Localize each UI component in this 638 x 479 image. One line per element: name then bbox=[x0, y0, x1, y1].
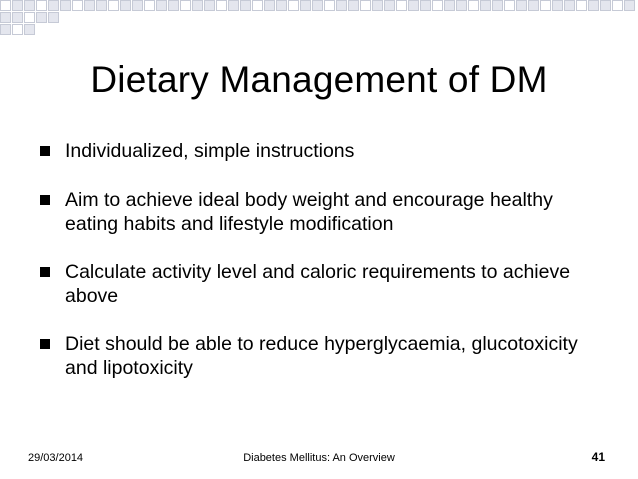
grid-square bbox=[229, 1, 239, 11]
bullet-text: Aim to achieve ideal body weight and encourage healthy eating habits and lifestyle modification bbox=[65, 189, 553, 235]
grid-square bbox=[205, 1, 215, 11]
grid-square bbox=[457, 1, 467, 11]
grid-square bbox=[373, 1, 383, 11]
grid-square bbox=[397, 1, 407, 11]
bullet-item bbox=[38, 139, 608, 163]
grid-cells bbox=[1, 1, 635, 35]
grid-square bbox=[121, 1, 131, 11]
grid-square bbox=[25, 1, 35, 11]
grid-square bbox=[1, 25, 11, 35]
grid-square bbox=[601, 1, 611, 11]
bullet-text: Individualized, simple instructions bbox=[65, 140, 355, 162]
grid-square bbox=[541, 1, 551, 11]
grid-square bbox=[553, 1, 563, 11]
bullet-item bbox=[38, 188, 608, 236]
square-bullet-icon bbox=[40, 146, 50, 156]
grid-square bbox=[349, 1, 359, 11]
grid-square bbox=[325, 1, 335, 11]
slide-title: Dietary Management of DM bbox=[90, 59, 548, 100]
square-bullet-icon bbox=[40, 195, 50, 205]
grid-square bbox=[169, 1, 179, 11]
grid-square bbox=[493, 1, 503, 11]
bullet-item bbox=[38, 332, 608, 380]
grid-square bbox=[625, 1, 635, 11]
bullet-list bbox=[38, 139, 608, 404]
footer-date: 29/03/2014 bbox=[28, 452, 84, 464]
grid-square bbox=[37, 13, 47, 23]
grid-square bbox=[433, 1, 443, 11]
square-bullet-icon bbox=[40, 339, 50, 349]
grid-square bbox=[181, 1, 191, 11]
footer-title: Diabetes Mellitus: An Overview bbox=[243, 452, 395, 464]
grid-square bbox=[529, 1, 539, 11]
grid-square bbox=[1, 1, 11, 11]
grid-square bbox=[109, 1, 119, 11]
grid-square bbox=[217, 1, 227, 11]
grid-square bbox=[565, 1, 575, 11]
grid-square bbox=[265, 1, 275, 11]
grid-square bbox=[577, 1, 587, 11]
grid-square bbox=[49, 13, 59, 23]
square-bullet-icon bbox=[40, 267, 50, 277]
grid-square bbox=[445, 1, 455, 11]
grid-square bbox=[481, 1, 491, 11]
grid-square bbox=[157, 1, 167, 11]
grid-square bbox=[97, 1, 107, 11]
grid-square bbox=[469, 1, 479, 11]
grid-square bbox=[13, 1, 23, 11]
decorative-square-grid bbox=[0, 0, 638, 40]
grid-square bbox=[37, 1, 47, 11]
grid-square bbox=[517, 1, 527, 11]
grid-square bbox=[613, 1, 623, 11]
bullet-item bbox=[38, 260, 608, 308]
grid-square bbox=[13, 13, 23, 23]
grid-square bbox=[361, 1, 371, 11]
grid-square bbox=[241, 1, 251, 11]
bullet-text: Diet should be able to reduce hyperglycaemia, glucotoxicity and lipotoxicity bbox=[65, 333, 578, 379]
grid-square bbox=[589, 1, 599, 11]
grid-square bbox=[301, 1, 311, 11]
grid-square bbox=[13, 25, 23, 35]
grid-square bbox=[193, 1, 203, 11]
grid-square bbox=[505, 1, 515, 11]
grid-square bbox=[313, 1, 323, 11]
page-number: 41 bbox=[591, 450, 605, 464]
grid-square bbox=[49, 1, 59, 11]
grid-square bbox=[1, 13, 11, 23]
grid-square bbox=[133, 1, 143, 11]
grid-square bbox=[145, 1, 155, 11]
grid-square bbox=[25, 13, 35, 23]
grid-square bbox=[277, 1, 287, 11]
grid-square bbox=[409, 1, 419, 11]
grid-square bbox=[385, 1, 395, 11]
grid-square bbox=[421, 1, 431, 11]
grid-square bbox=[73, 1, 83, 11]
grid-square bbox=[337, 1, 347, 11]
grid-square bbox=[61, 1, 71, 11]
grid-square bbox=[25, 25, 35, 35]
bullet-text: Calculate activity level and caloric requirements to achieve above bbox=[65, 261, 571, 307]
grid-square bbox=[289, 1, 299, 11]
grid-square bbox=[253, 1, 263, 11]
grid-square bbox=[85, 1, 95, 11]
